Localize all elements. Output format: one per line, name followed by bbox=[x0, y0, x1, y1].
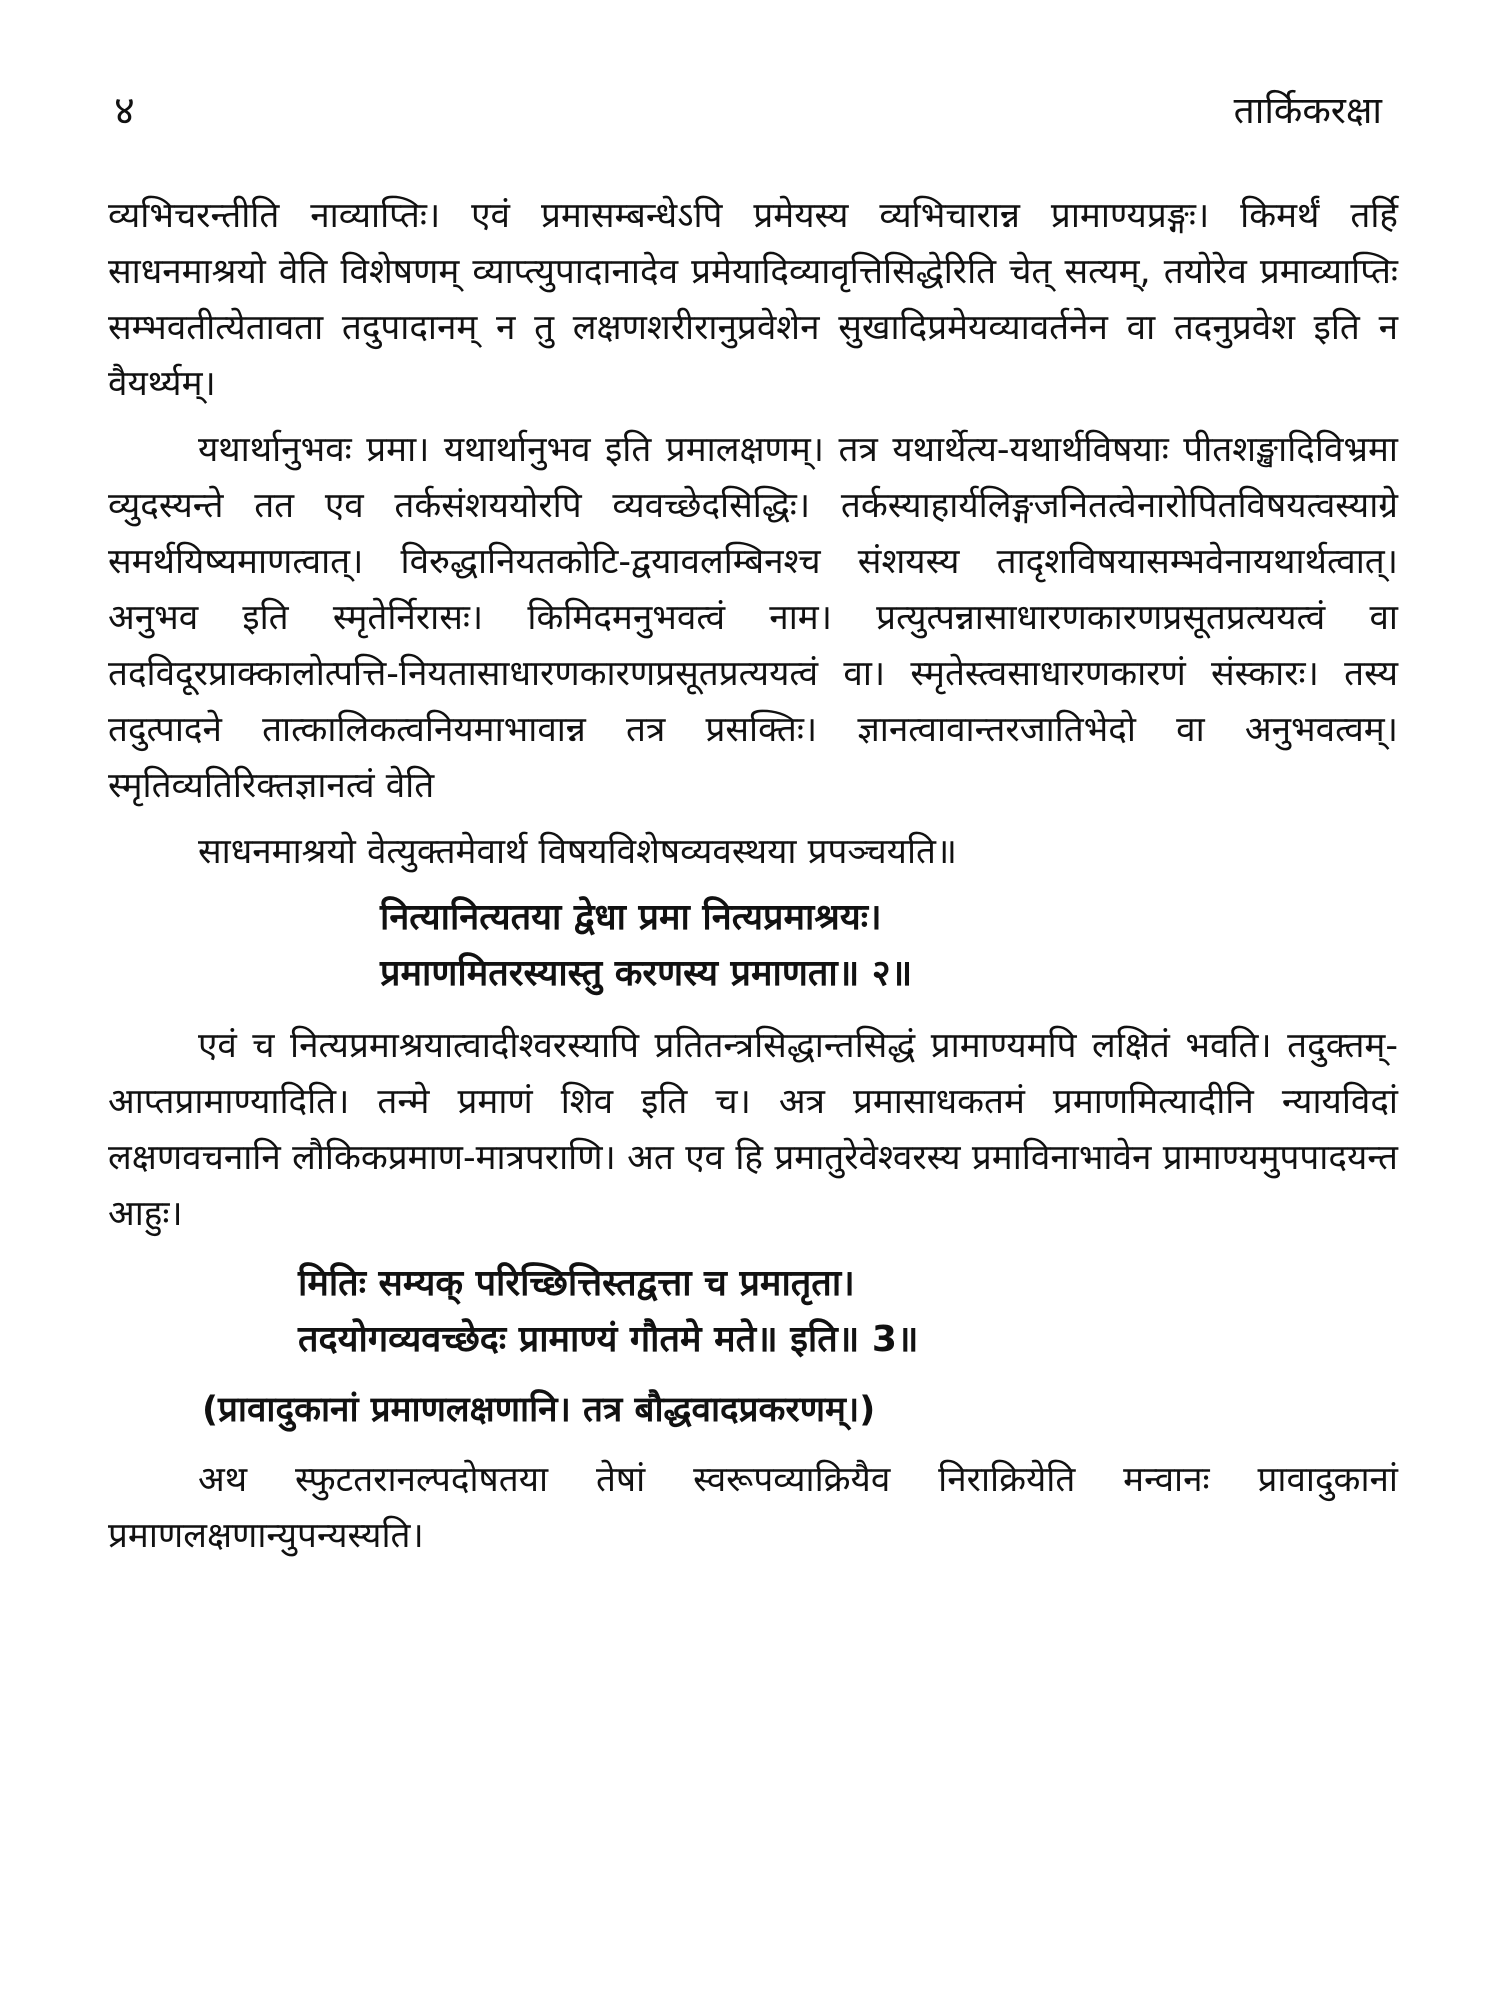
book-page bbox=[108, 86, 1398, 1574]
verse-3-line-1: मितिः सम्यक् परिच्छित्तिस्तद्वत्ता च प्रमातृता। bbox=[298, 1263, 855, 1304]
verse-2-line-2: प्रमाणमितरस्यास्तु करणस्य प्रमाणता॥ २॥ bbox=[380, 953, 913, 994]
page-header bbox=[108, 86, 1398, 148]
verse-2-line-1: नित्यानित्यतया द्वेधा प्रमा नित्यप्रमाश्रयः। bbox=[380, 897, 882, 938]
paragraph-ishvara-pramanya: एवं च नित्यप्रमाश्रयात्वादीश्वरस्यापि प्रतितन्त्रसिद्धान्तसिद्धं प्रामाण्यमपि लक्षितं भवति। तदुक्तम्-आप्तप्रामाण्यादिति। तन्मे प्रमाणं शिव इति च। अत्र प्रमासाधकतमं प्रमाणमित्यादीनि न्यायविदां लक्षणवचनानि लौकिकप्रमाण-मात्रपराणि। अत एव हि प्रमातुरेवेश्वरस्य प्रमाविनाभावेन प्रामाण्यमुपपादयन्त आहुः। bbox=[108, 1026, 1398, 1234]
verse-3-line-2: तदयोगव्यवच्छेदः प्रामाण्यं गौतमे मते॥ इति॥ 3॥ bbox=[298, 1319, 919, 1360]
verse-3 bbox=[108, 1256, 1398, 1368]
section-heading: (प्रावादुकानां प्रमाणलक्षणानि। तत्र बौद्धवादप्रकरणम्।) bbox=[202, 1390, 876, 1430]
running-title: तार्किकरक्षा bbox=[1233, 89, 1382, 132]
verse-introduction: साधनमाश्रयो वेत्युक्तमेवार्थ विषयविशेषव्यवस्थया प्रपञ्चयति॥ bbox=[198, 832, 957, 872]
page-number: ४ bbox=[114, 88, 135, 134]
paragraph-prama-definition: यथार्थानुभवः प्रमा। यथार्थानुभव इति प्रमालक्षणम्। तत्र यथार्थेत्य-यथार्थविषयाः पीतशङ्खादिविभ्रमा व्युदस्यन्ते तत एव तर्कसंशययोरपि व्यवच्छेदसिद्धिः। तर्कस्याहार्यलिङ्गजनितत्वेनारोपितविषयत्वस्याग्रे समर्थयिष्यमाणत्वात्। विरुद्धानियतकोटि-द्वयावलम्बिनश्च संशयस्य तादृशविषयासम्भवेनायथार्थत्वात्। अनुभव इति स्मृतेर्निरासः। किमिदमनुभवत्वं नाम। प्रत्युत्पन्नासाधारणकारणप्रसूतप्रत्ययत्वं वा तदविदूरप्राक्कालोत्पत्ति-नियतासाधारणकारणप्रसूतप्रत्ययत्वं वा। स्मृतेस्त्वसाधारणकारणं संस्कारः। तस्य तदुत्पादने तात्कालिकत्वनियमाभावान्न तत्र प्रसक्तिः। ज्ञानत्वावान्तरजातिभेदो वा अनुभवत्वम्। स्मृतिव्यतिरिक्तज्ञानत्वं वेति bbox=[108, 430, 1398, 806]
paragraph-continuation: व्यभिचरन्तीति नाव्याप्तिः। एवं प्रमासम्बन्धेऽपि प्रमेयस्य व्यभिचारान्न प्रामाण्यप्रङ्गः। किमर्थं तर्हि साधनमाश्रयो वेति विशेषणम् व्याप्त्युपादानादेव प्रमेयादिव्यावृत्तिसिद्धेरिति चेत् सत्यम्, तयोरेव प्रमाव्याप्तिः सम्भवतीत्येतावता तदुपादानम् न तु लक्षणशरीरानुप्रवेशेन सुखादिप्रमेयव्यावर्तनेन वा तदनुप्रवेश इति न वैयर्थ्यम्। bbox=[108, 196, 1398, 404]
paragraph-pravaduka-intro: अथ स्फुटतरानल्पदोषतया तेषां स्वरूपव्याक्रियैव निराक्रियेति मन्वानः प्रावादुकानां प्रमाणलक्षणान्युपन्यस्यति। bbox=[108, 1460, 1398, 1556]
verse-2 bbox=[108, 890, 1398, 1002]
